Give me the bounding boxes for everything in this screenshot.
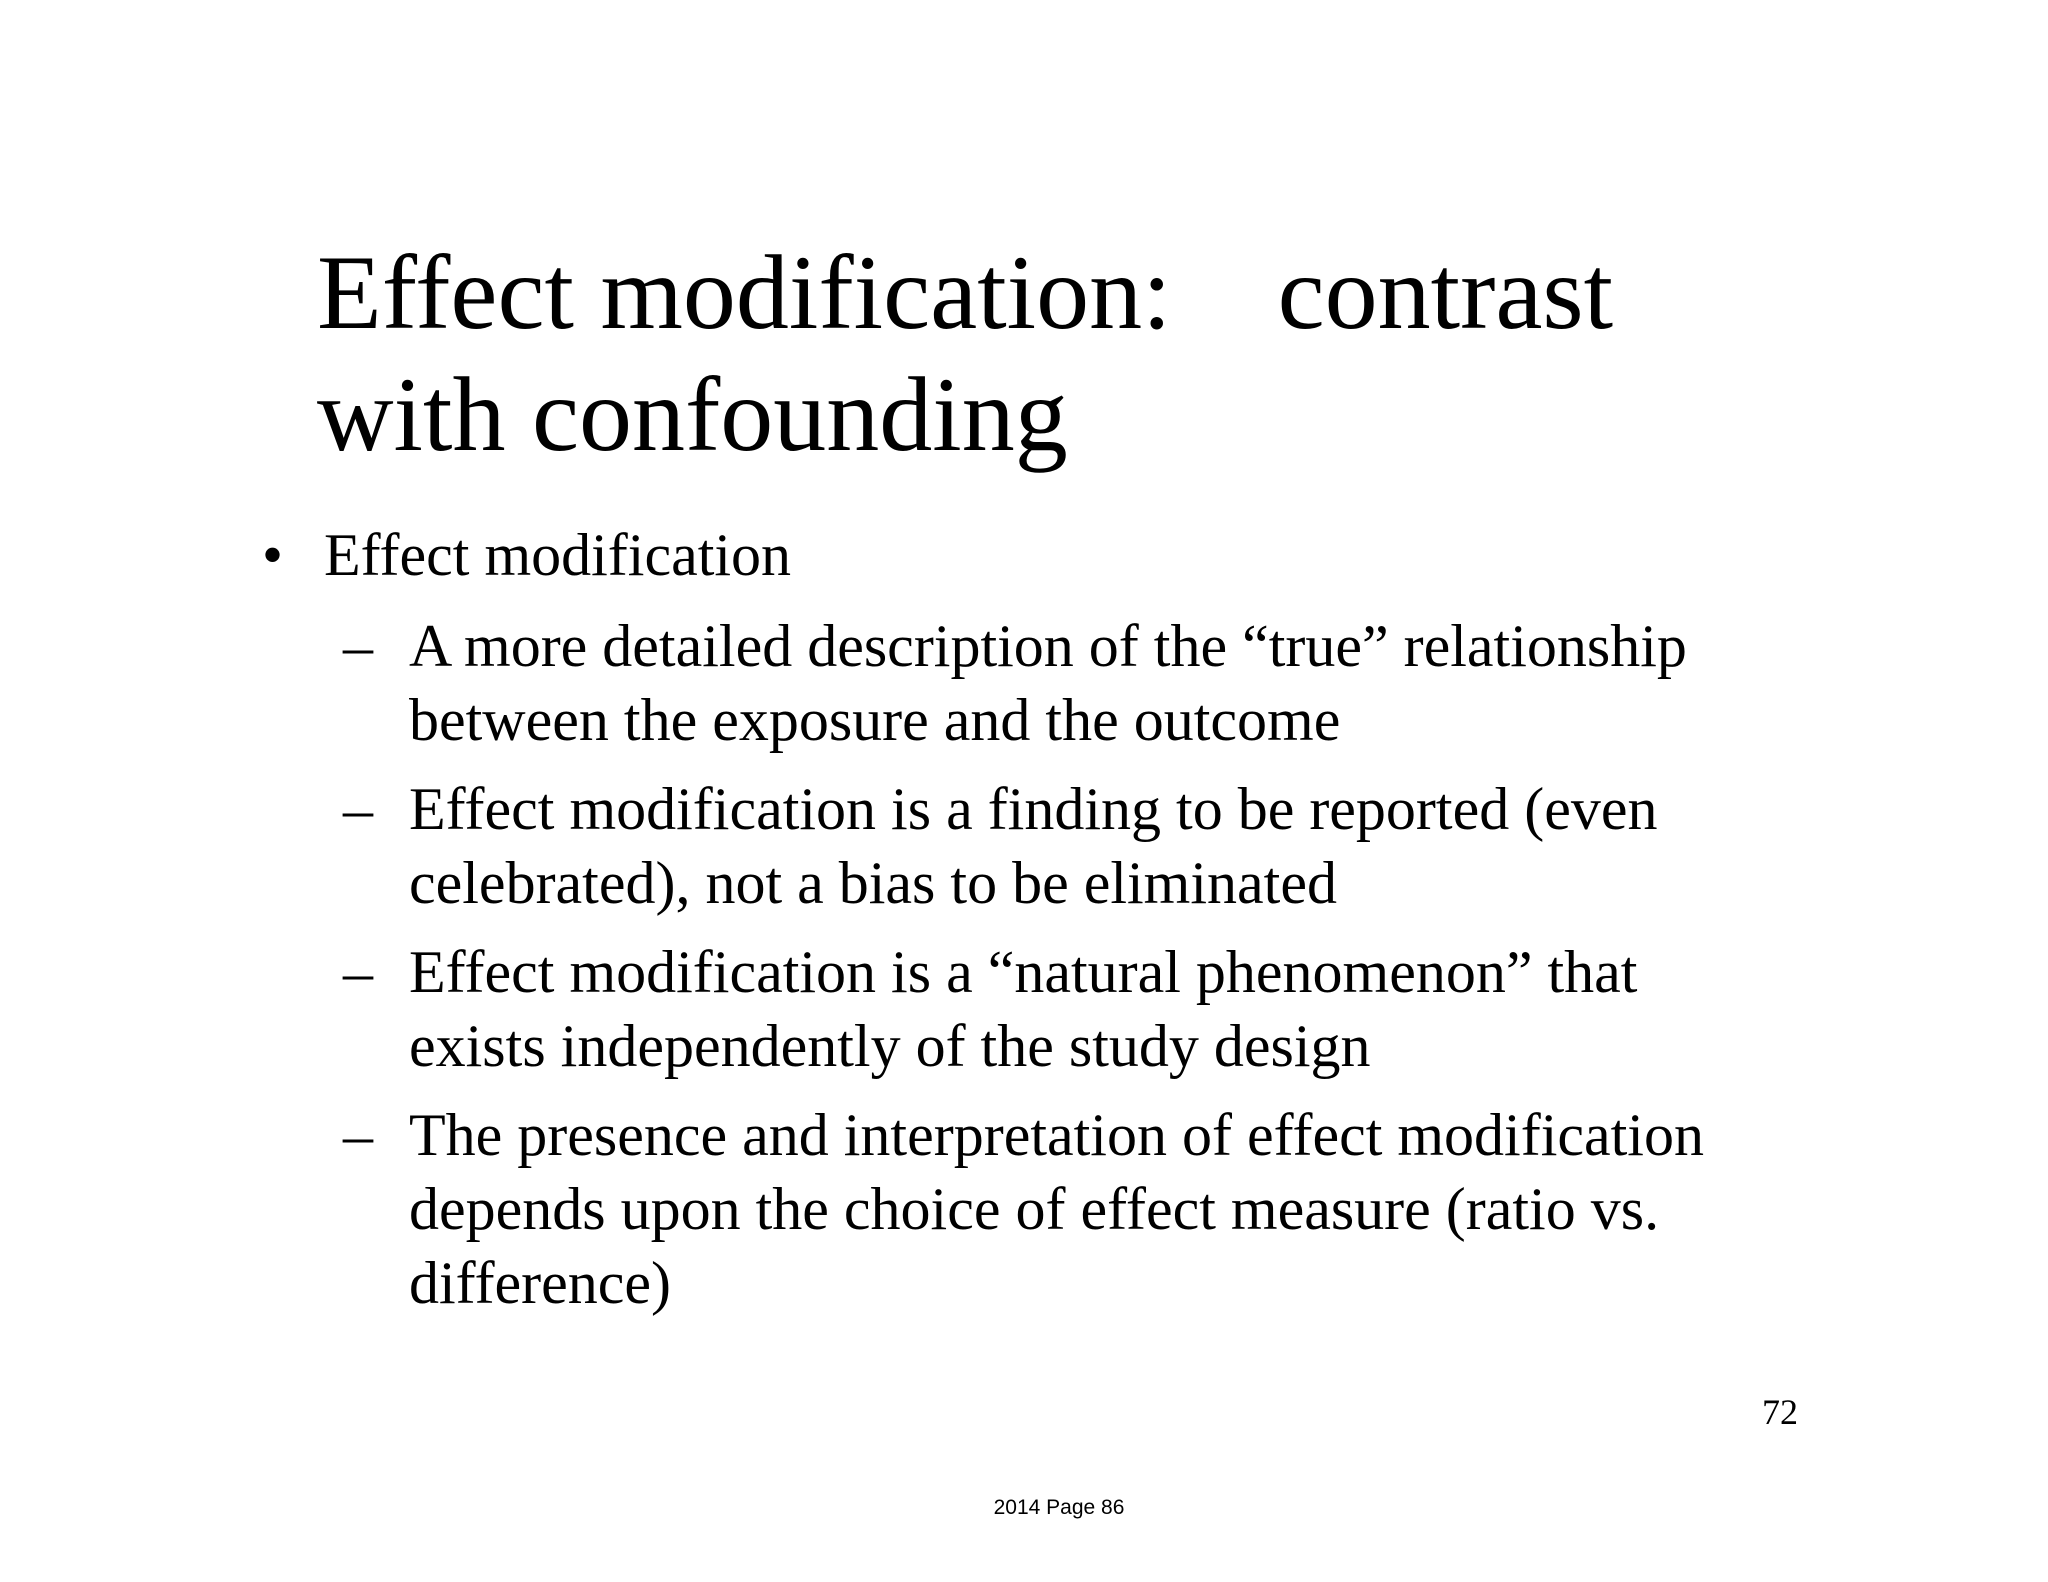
sub-bullet-2-line-1: Effect modification is a finding to be reported (even <box>409 776 1658 842</box>
slide-title-line-1: Effect modification: contrast <box>317 234 1614 351</box>
dash-marker: – <box>343 1102 373 1168</box>
sub-bullet-2-line-2: celebrated), not a bias to be eliminated <box>409 850 1337 916</box>
dash-marker: – <box>343 939 373 1005</box>
sub-bullet-3-line-1: Effect modification is a “natural phenomenon” that <box>409 939 1638 1005</box>
dash-marker: – <box>343 776 373 842</box>
dash-marker: – <box>343 613 373 679</box>
sub-bullet-3-line-2: exists independently of the study design <box>409 1013 1371 1079</box>
slide-title-line-2: with confounding <box>317 356 1068 473</box>
bullet-text: Effect modification <box>324 522 792 588</box>
sub-bullet-4-line-2: depends upon the choice of effect measure (ratio vs. <box>409 1176 1660 1242</box>
slide-title <box>317 232 1817 476</box>
sub-bullet-1-line-1: A more detailed description of the “true” relationship <box>409 613 1687 679</box>
sub-bullet-4-line-1: The presence and interpretation of effect modification <box>409 1102 1704 1168</box>
page-footer-label: 2014 Page 86 <box>993 1496 1125 1519</box>
sub-bullet-4-line-3: difference) <box>409 1250 672 1316</box>
sub-bullet-1-line-2: between the exposure and the outcome <box>409 687 1341 753</box>
bullet-marker: • <box>262 522 284 588</box>
slide-number: 72 <box>1762 1392 1798 1432</box>
